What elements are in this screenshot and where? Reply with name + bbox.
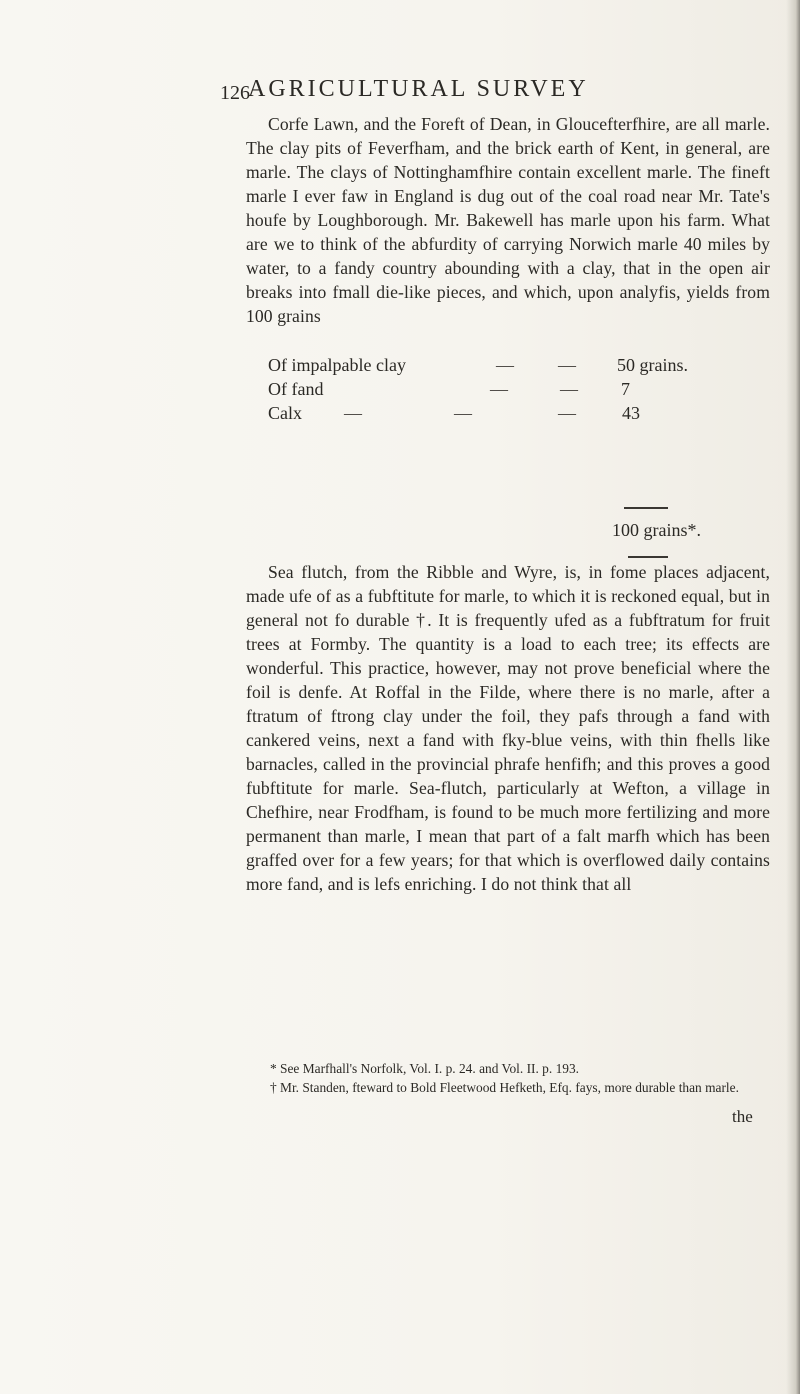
analysis-row-value: 7 xyxy=(621,379,630,399)
paragraph-text: Sea flutch, from the Ribble and Wyre, is, in fome places adjacent, made ufe of as a fubftitute for marle, to which it is reckoned equal, but in general not fo durable †. It is frequently ufed as a fubftratum for fruit trees at Formby. The quantity is a load to each tree; its effects are wonderful. This practice, however, may not prove beneficial where the foil is denfe. At Roffal in the Filde, where there is no marle, after a ftratum of ftrong clay under the foil, they pafs through a fand with cankered veins, next a fand with fky-blue veins, with thin fhells like barnacles, called in the provincial phrafe henfifh; and this proves a good fubftitute for marle. Sea-flutch, particularly at Wefton, a village in Chefhire, near Frodfham, is found to be much more fertilizing and more permanent than marle, I mean that part of a falt marfh which has been graffed over for a few years; for that which is overflowed daily contains more fand, and is lefs enriching. I do not think that all xyxy=(246,562,770,894)
analysis-row-name: Of impalpable clay xyxy=(268,355,406,375)
analysis-total: 100 grains*. xyxy=(612,520,701,540)
dash: — xyxy=(344,403,362,423)
analysis-row xyxy=(268,401,698,425)
dash: — xyxy=(560,379,578,399)
analysis-row-value: 50 grains. xyxy=(617,355,688,375)
analysis-row-name: Of fand xyxy=(268,379,324,399)
footnotes xyxy=(252,1060,766,1098)
paragraph-marle-sources xyxy=(246,112,770,328)
dash: — xyxy=(490,379,508,399)
footnote: * See Marfhall's Norfolk, Vol. I. p. 24. and Vol. II. p. 193. xyxy=(270,1061,580,1076)
dash: — xyxy=(496,355,514,375)
analysis-table xyxy=(268,353,698,425)
paragraph-text: Corfe Lawn, and the Foreft of Dean, in Gloucefterfhire, are all marle. The clay pits of Feverfham, and the brick earth of Kent, in general, are marle. The clays of Nottinghamfhire contain excellent marle. The fineft marle I ever faw in England is dug out of the coal road near Mr. Tate's houfe by Loughborough. Mr. Bakewell has marle upon his farm. What are we to think of the abfurdity of carrying Norwich marle 40 miles by water, to a fandy country abounding with a clay, that in the open air breaks into fmall die-like pieces, and which, upon analyfis, yields from 100 grains xyxy=(246,114,770,326)
footnote: † Mr. Standen, fteward to Bold Fleetwood Hefketh, Efq. fays, more durable than marle. xyxy=(270,1080,739,1095)
sum-rule xyxy=(624,507,668,509)
page-header xyxy=(220,76,589,104)
analysis-row xyxy=(268,353,698,377)
page-number: 126 xyxy=(220,82,250,104)
analysis-row xyxy=(268,377,698,401)
dash: — xyxy=(558,403,576,423)
dash: — xyxy=(558,355,576,375)
analysis-row-value: 43 xyxy=(622,403,640,423)
analysis-row-name: Calx xyxy=(268,403,302,423)
total-rule xyxy=(628,556,668,558)
paragraph-sea-flutch xyxy=(246,560,770,896)
running-title: AGRICULTURAL SURVEY xyxy=(248,76,589,102)
page-edge-shadow xyxy=(786,0,800,1394)
dash: — xyxy=(454,403,472,423)
catchword: the xyxy=(732,1107,753,1126)
